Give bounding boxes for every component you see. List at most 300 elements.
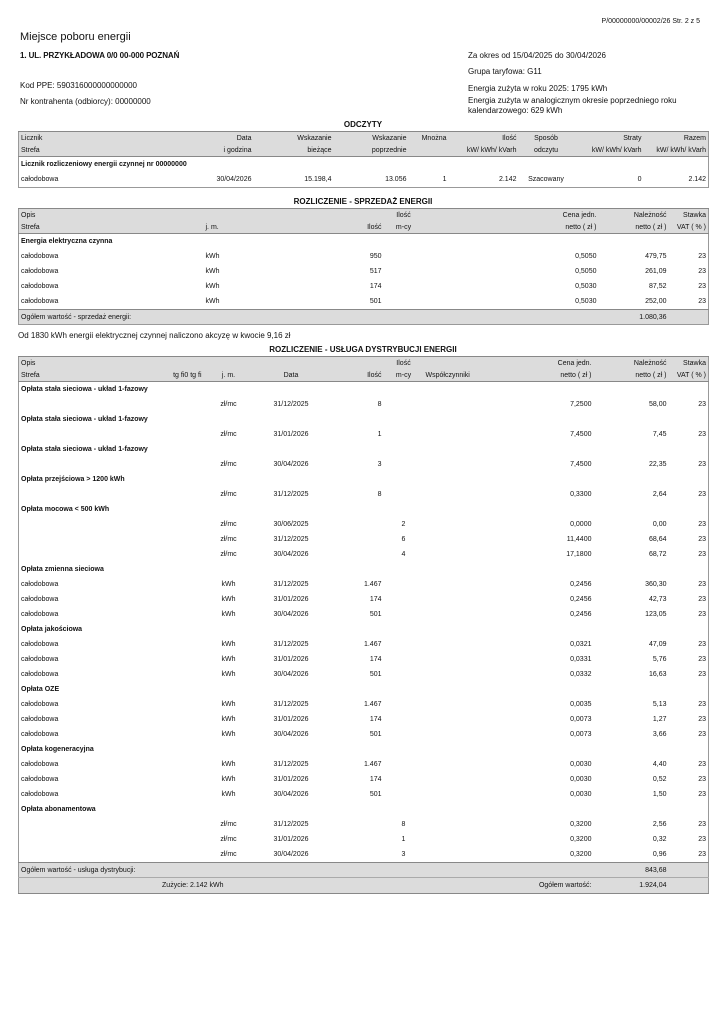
row-amount: 3,66 xyxy=(652,731,667,738)
row-coefficients xyxy=(424,637,499,652)
table-row xyxy=(19,667,709,682)
row-date: 31/01/2026 xyxy=(273,836,309,843)
sales-section-title: ROZLICZENIE - SPRZEDAŻ ENERGII xyxy=(293,197,433,206)
row-amount: 42,73 xyxy=(648,596,667,603)
row-coefficients xyxy=(424,652,499,667)
row-months xyxy=(384,427,424,442)
row-unit: kWh xyxy=(221,656,236,663)
group-row xyxy=(19,802,709,817)
group-row xyxy=(19,382,709,398)
row-months xyxy=(384,397,424,412)
row-unit-price: 0,5050 xyxy=(575,268,597,275)
row-coefficients xyxy=(424,847,499,863)
readings-header-row-2 xyxy=(19,144,709,157)
row-tg xyxy=(144,517,204,532)
row-unit-price: 0,3200 xyxy=(570,821,592,828)
table-row xyxy=(19,279,709,294)
row-months: 2 xyxy=(401,521,406,528)
row-unit: zł/mc xyxy=(220,461,237,468)
row-date: 31/01/2026 xyxy=(273,656,309,663)
row-tg xyxy=(144,667,204,682)
row-amount: 2,64 xyxy=(652,491,667,498)
table-row xyxy=(19,847,709,863)
dist-col-wsp-top xyxy=(424,357,499,370)
row-unit-price: 0,0321 xyxy=(570,641,592,648)
row-strefa xyxy=(19,832,144,847)
row-amount: 87,52 xyxy=(648,283,667,290)
row-unit: kWh xyxy=(221,641,236,648)
row-coefficients xyxy=(424,487,499,502)
dist-col-strefa: Strefa xyxy=(19,369,144,382)
sales-col-nal: netto ( zł ) xyxy=(599,221,669,234)
row-coefficients xyxy=(424,397,499,412)
meter-label-row xyxy=(19,157,709,173)
row-unit: zł/mc xyxy=(220,836,237,843)
sales-col-nal-top: Należność xyxy=(599,209,669,222)
row-vat: 23 xyxy=(698,461,706,468)
row-vat: 23 xyxy=(698,283,706,290)
row-vat: 23 xyxy=(698,431,706,438)
col-sposob: Sposób xyxy=(519,132,574,145)
row-unit: zł/mc xyxy=(220,536,237,543)
sales-header-row-1 xyxy=(19,209,709,222)
row-tg xyxy=(144,757,204,772)
row-strefa xyxy=(19,457,144,472)
row-months xyxy=(384,279,424,294)
sales-total-label: Ogółem wartość - sprzedaż energii: xyxy=(19,310,599,325)
col-wskazanie-biezace: Wskazanie xyxy=(254,132,334,145)
row-tg xyxy=(144,487,204,502)
group-row xyxy=(19,442,709,457)
table-row xyxy=(19,832,709,847)
row-coefficients xyxy=(424,547,499,562)
sales-header-row-2 xyxy=(19,221,709,234)
col-wskazanie-poprzednie: Wskazanie xyxy=(334,132,409,145)
row-amount: 0,96 xyxy=(652,851,667,858)
row-strefa xyxy=(19,397,144,412)
row-date: 31/01/2026 xyxy=(273,716,309,723)
row-months xyxy=(384,577,424,592)
row-coefficients xyxy=(424,577,499,592)
row-quantity: 3 xyxy=(377,461,382,468)
row-unit-price: 0,5030 xyxy=(575,298,597,305)
row-strefa: całodobowa xyxy=(21,298,59,305)
row-date: 30/04/2026 xyxy=(273,461,309,468)
row-unit: zł/mc xyxy=(220,851,237,858)
group-label: Opłata abonamentowa xyxy=(21,806,96,813)
col-strefa: Strefa xyxy=(19,144,149,157)
row-coefficients xyxy=(424,532,499,547)
row-coefficients xyxy=(424,817,499,832)
row-strefa xyxy=(19,847,144,863)
billing-period: Za okres od 15/04/2025 do 30/04/2026 xyxy=(468,51,606,60)
row-unit-price: 0,3300 xyxy=(570,491,592,498)
dist-col-mcy-top: Ilość xyxy=(384,357,424,370)
row-vat: 23 xyxy=(698,791,706,798)
row-strefa xyxy=(19,487,144,502)
table-row xyxy=(19,727,709,742)
col-mnozna: Mnożna xyxy=(409,132,449,145)
row-unit-price: 0,0073 xyxy=(570,716,592,723)
usage-total: Zużycie: 2.142 kWh xyxy=(19,878,254,894)
col-ilosc: Ilość xyxy=(449,132,519,145)
row-months xyxy=(384,249,424,264)
row-unit: kWh xyxy=(221,776,236,783)
row-vat: 23 xyxy=(698,401,706,408)
table-row xyxy=(19,264,709,279)
sales-col-cena-top: Cena jedn. xyxy=(519,209,599,222)
row-months xyxy=(384,757,424,772)
row-amount: 1,27 xyxy=(652,716,667,723)
col-godzina: i godzina xyxy=(149,144,254,157)
readings-header-row-1 xyxy=(19,132,709,145)
row-date: 30/04/2026 xyxy=(273,671,309,678)
dist-col-data-top xyxy=(254,357,329,370)
row-unit: kWh xyxy=(221,716,236,723)
group-row xyxy=(19,472,709,487)
row-amount: 58,00 xyxy=(648,401,667,408)
row-strefa xyxy=(19,517,144,532)
col-razem-unit: kW/ kWh/ kVarh xyxy=(644,144,709,157)
row-unit: kWh xyxy=(221,611,236,618)
row-strefa xyxy=(19,547,144,562)
group-row xyxy=(19,412,709,427)
table-row xyxy=(19,427,709,442)
table-row xyxy=(19,637,709,652)
row-coefficients xyxy=(424,427,499,442)
row-strefa: całodobowa xyxy=(21,611,59,618)
row-months: 3 xyxy=(401,851,406,858)
table-row xyxy=(19,772,709,787)
row-amount: 0,00 xyxy=(652,521,667,528)
row-unit-price: 0,3200 xyxy=(570,851,592,858)
row-months: 6 xyxy=(401,536,406,543)
row-amount: 0,52 xyxy=(652,776,667,783)
row-vat: 23 xyxy=(698,268,706,275)
row-unit: zł/mc xyxy=(220,821,237,828)
row-months xyxy=(384,264,424,279)
row-vat: 23 xyxy=(698,821,706,828)
page-title: Miejsce poboru energii xyxy=(20,31,131,43)
row-quantity xyxy=(329,832,384,847)
group-label: Opłata zmienna sieciowa xyxy=(21,566,104,573)
row-coefficients xyxy=(424,832,499,847)
row-amount: 261,09 xyxy=(645,268,667,275)
table-row xyxy=(19,457,709,472)
row-quantity: 174 xyxy=(369,776,382,783)
row-quantity xyxy=(329,532,384,547)
row-tg xyxy=(144,727,204,742)
row-strefa: całodobowa xyxy=(21,716,59,723)
table-row xyxy=(19,817,709,832)
row-vat: 23 xyxy=(698,551,706,558)
row-amount: 68,72 xyxy=(648,551,667,558)
row-strefa: całodobowa xyxy=(21,656,59,663)
row-quantity: 8 xyxy=(377,401,382,408)
energy-used-analog: Energia zużyta w analogicznym okresie poprzedniego roku kalendarzowego: 629 kWh xyxy=(468,96,677,115)
sales-col-opis: Opis xyxy=(19,209,204,222)
table-row xyxy=(19,294,709,310)
sales-col-gap2 xyxy=(424,221,519,234)
row-unit: kWh xyxy=(221,581,236,588)
row-unit: kWh xyxy=(221,791,236,798)
row-unit: zł/mc xyxy=(220,491,237,498)
col-empty xyxy=(409,144,449,157)
row-date: 31/12/2025 xyxy=(273,761,309,768)
row-tg xyxy=(144,772,204,787)
row-date: 31/12/2025 xyxy=(273,821,309,828)
page-reference: P/00000000/00002/26 Str. 2 z 5 xyxy=(601,18,700,25)
row-unit-price: 7,4500 xyxy=(570,461,592,468)
dist-total-value: 843,68 xyxy=(594,863,669,878)
row-amount: 360,30 xyxy=(645,581,667,588)
row-months: 1 xyxy=(401,836,406,843)
group-row xyxy=(19,682,709,697)
row-unit-price: 0,3200 xyxy=(570,836,592,843)
dist-col-nal: netto ( zł ) xyxy=(594,369,669,382)
row-tg xyxy=(144,397,204,412)
col-straty: Straty xyxy=(574,132,644,145)
col-poprzednie: poprzednie xyxy=(334,144,409,157)
row-tg xyxy=(144,652,204,667)
row-coefficients xyxy=(424,772,499,787)
row-amount: 4,40 xyxy=(652,761,667,768)
row-strefa: całodobowa xyxy=(21,581,59,588)
row-date: 31/01/2026 xyxy=(273,776,309,783)
row-months: 4 xyxy=(401,551,406,558)
sales-total-blank xyxy=(669,310,709,325)
row-vat: 23 xyxy=(698,716,706,723)
reading-date: 30/04/2026 xyxy=(216,176,252,183)
col-licznik: Licznik xyxy=(19,132,149,145)
grand-total-blank xyxy=(669,878,709,894)
reading-quantity: 2.142 xyxy=(498,176,517,183)
row-unit: kWh xyxy=(205,283,220,290)
row-amount: 22,35 xyxy=(648,461,667,468)
group-row xyxy=(19,502,709,517)
dist-col-cena: netto ( zł ) xyxy=(499,369,594,382)
row-amount: 1,50 xyxy=(652,791,667,798)
row-gap xyxy=(424,294,519,310)
dist-col-opis: Opis xyxy=(19,357,144,370)
dist-col-cena-top: Cena jedn. xyxy=(499,357,594,370)
table-row xyxy=(19,517,709,532)
row-months xyxy=(384,637,424,652)
row-quantity: 501 xyxy=(369,611,382,618)
row-quantity: 174 xyxy=(369,283,382,290)
sales-group-label: Energia elektryczna czynna xyxy=(21,238,113,245)
row-date: 30/04/2026 xyxy=(273,731,309,738)
row-coefficients xyxy=(424,712,499,727)
row-vat: 23 xyxy=(698,761,706,768)
row-months xyxy=(384,457,424,472)
row-coefficients xyxy=(424,727,499,742)
row-vat: 23 xyxy=(698,851,706,858)
row-unit: zł/mc xyxy=(220,431,237,438)
row-amount: 47,09 xyxy=(648,641,667,648)
readings-section-title: ODCZYTY xyxy=(343,120,383,129)
row-date: 30/04/2026 xyxy=(273,611,309,618)
row-unit-price: 0,0030 xyxy=(570,761,592,768)
row-amount: 5,13 xyxy=(652,701,667,708)
row-amount: 252,00 xyxy=(645,298,667,305)
group-label: Opłata stała sieciowa - układ 1-fazowy xyxy=(21,446,148,453)
meter-label: Licznik rozliczeniowy energii czynnej nr 00000000 xyxy=(21,161,187,168)
row-quantity xyxy=(329,847,384,863)
dist-col-vat-top: Stawka xyxy=(669,357,709,370)
row-strefa xyxy=(19,532,144,547)
row-unit-price: 11,4400 xyxy=(566,536,592,543)
dist-total-blank xyxy=(669,863,709,878)
reading-method: Szacowany xyxy=(528,176,564,183)
table-row xyxy=(19,532,709,547)
distribution-rows xyxy=(19,382,709,863)
reading-multiplier: 1 xyxy=(442,176,447,183)
sales-table xyxy=(18,208,709,325)
row-vat: 23 xyxy=(698,491,706,498)
reading-losses: 0 xyxy=(637,176,642,183)
row-unit: kWh xyxy=(221,731,236,738)
row-date: 31/12/2025 xyxy=(273,536,309,543)
row-strefa: całodobowa xyxy=(21,268,59,275)
dist-col-ilosc: Ilość xyxy=(329,369,384,382)
row-unit-price: 0,5030 xyxy=(575,283,597,290)
row-tg xyxy=(144,697,204,712)
row-coefficients xyxy=(424,787,499,802)
row-unit-price: 17,1800 xyxy=(566,551,592,558)
sales-col-strefa: Strefa xyxy=(19,221,204,234)
row-tg xyxy=(144,832,204,847)
table-row xyxy=(19,757,709,772)
row-amount: 5,76 xyxy=(652,656,667,663)
dist-header-row-1 xyxy=(19,357,709,370)
row-date: 30/04/2026 xyxy=(273,551,309,558)
row-tg xyxy=(144,847,204,863)
col-data: Data xyxy=(149,132,254,145)
row-date: 30/06/2025 xyxy=(273,521,309,528)
sales-col-jm-top xyxy=(204,209,294,222)
dist-col-jm: j. m. xyxy=(204,369,254,382)
row-quantity: 174 xyxy=(369,656,382,663)
row-coefficients xyxy=(424,697,499,712)
row-tg xyxy=(144,787,204,802)
row-unit: kWh xyxy=(221,671,236,678)
contractor-number: Nr kontrahenta (odbiorcy): 00000000 xyxy=(20,97,151,106)
row-unit-price: 0,0035 xyxy=(570,701,592,708)
row-strefa: całodobowa xyxy=(21,641,59,648)
row-months: 8 xyxy=(401,821,406,828)
row-unit-price: 0,0073 xyxy=(570,731,592,738)
row-months xyxy=(384,667,424,682)
row-months xyxy=(384,727,424,742)
dist-col-ilosc-top xyxy=(329,357,384,370)
row-quantity: 8 xyxy=(377,491,382,498)
tariff-group: Grupa taryfowa: G11 xyxy=(468,67,542,76)
row-vat: 23 xyxy=(698,596,706,603)
sales-rows xyxy=(19,249,709,310)
dist-col-nal-top: Należność xyxy=(594,357,669,370)
col-biezace: bieżące xyxy=(254,144,334,157)
sales-col-mcy: m-cy xyxy=(384,221,424,234)
table-row xyxy=(19,249,709,264)
row-unit: kWh xyxy=(221,701,236,708)
sales-total-value: 1.080,36 xyxy=(599,310,669,325)
table-row xyxy=(19,577,709,592)
readings-table xyxy=(18,131,709,188)
row-date: 30/04/2026 xyxy=(273,791,309,798)
row-strefa xyxy=(19,817,144,832)
dist-header-row-2 xyxy=(19,369,709,382)
row-vat: 23 xyxy=(698,581,706,588)
row-unit-price: 0,2456 xyxy=(570,596,592,603)
row-months xyxy=(384,712,424,727)
row-unit: kWh xyxy=(221,596,236,603)
table-row xyxy=(19,172,709,188)
row-strefa: całodobowa xyxy=(21,701,59,708)
row-months xyxy=(384,697,424,712)
row-coefficients xyxy=(424,517,499,532)
reading-previous: 13.056 xyxy=(385,176,407,183)
table-row xyxy=(19,652,709,667)
row-unit: kWh xyxy=(205,253,220,260)
row-months xyxy=(384,294,424,310)
row-vat: 23 xyxy=(698,521,706,528)
row-unit-price: 0,2456 xyxy=(570,581,592,588)
group-row xyxy=(19,562,709,577)
dist-col-jm-top xyxy=(204,357,254,370)
row-vat: 23 xyxy=(698,656,706,663)
table-row xyxy=(19,607,709,622)
dist-col-data: Data xyxy=(254,369,329,382)
row-strefa: całodobowa xyxy=(21,253,59,260)
row-tg xyxy=(144,547,204,562)
row-unit: kWh xyxy=(205,298,220,305)
row-coefficients xyxy=(424,757,499,772)
row-quantity: 1.467 xyxy=(363,701,382,708)
col-straty-unit: kW/ kWh/ kVarh xyxy=(574,144,644,157)
row-tg xyxy=(144,607,204,622)
row-quantity: 1.467 xyxy=(363,761,382,768)
row-date: 31/12/2025 xyxy=(273,641,309,648)
ppe-code: Kod PPE: 590316000000000000 xyxy=(20,81,137,90)
row-gap xyxy=(424,249,519,264)
row-months xyxy=(384,487,424,502)
row-vat: 23 xyxy=(698,641,706,648)
dist-col-mcy: m-cy xyxy=(384,369,424,382)
sales-col-ilosc: Ilość xyxy=(294,221,384,234)
group-label: Opłata kogeneracyjna xyxy=(21,746,94,753)
sales-col-gap xyxy=(424,209,519,222)
dist-col-wsp: Współczynniki xyxy=(424,369,499,382)
table-row xyxy=(19,547,709,562)
row-unit-price: 7,4500 xyxy=(570,431,592,438)
row-quantity: 1 xyxy=(377,431,382,438)
grand-total-value: 1.924,04 xyxy=(594,878,669,894)
row-tg xyxy=(144,532,204,547)
group-row xyxy=(19,622,709,637)
row-coefficients xyxy=(424,667,499,682)
row-strefa xyxy=(19,427,144,442)
group-row xyxy=(19,742,709,757)
row-date: 31/01/2026 xyxy=(273,431,309,438)
row-quantity: 1.467 xyxy=(363,641,382,648)
row-quantity: 1.467 xyxy=(363,581,382,588)
row-tg xyxy=(144,592,204,607)
col-razem: Razem xyxy=(644,132,709,145)
row-unit-price: 0,5050 xyxy=(575,253,597,260)
dist-total-row xyxy=(19,863,709,878)
table-row xyxy=(19,787,709,802)
